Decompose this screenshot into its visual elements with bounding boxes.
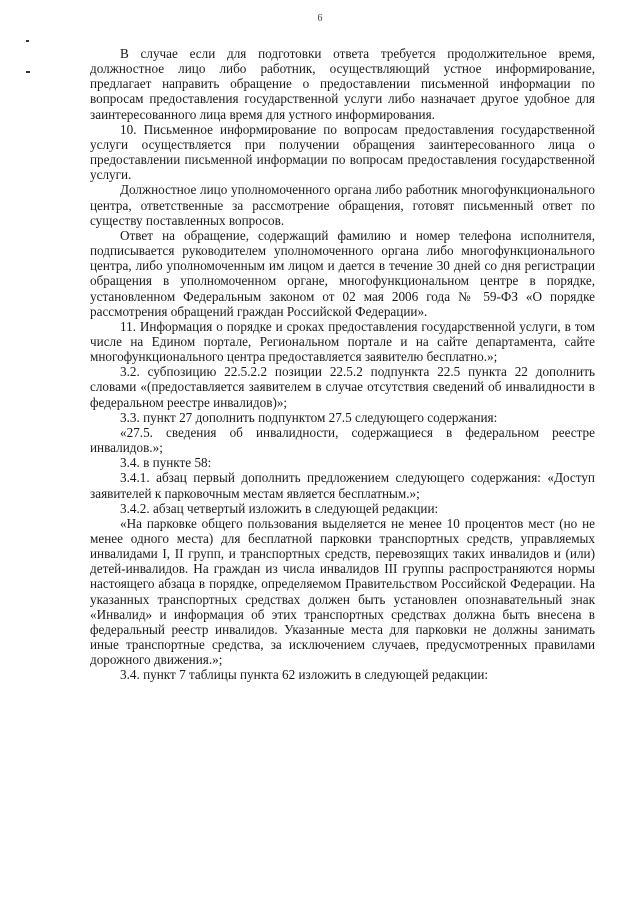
- paragraph: Ответ на обращение, содержащий фамилию и номер телефона исполнителя, подписывается руководителем уполномоченного органа либо многофункционального центра, либо уполномоченным им лицом и дается в течение 30 дней со дня регистрации обращения в уполномоченном органе, многофункциональном центре в порядке, установленном Федеральным законом от 02 мая 2006 года № 59-ФЗ «О порядке рассмотрения обращений граждан Российской Федерации».: [90, 227, 595, 319]
- scan-mark: [26, 71, 30, 73]
- scan-mark: [26, 40, 29, 42]
- paragraph: «27.5. сведения об инвалидности, содержащиеся в федеральном реестре инвалидов.»;: [90, 424, 595, 456]
- paragraph: 3.4.1. абзац первый дополнить предложением следующего содержания: «Доступ заявителей к парковочным местам является бесплатным.»;: [90, 470, 595, 501]
- paragraph: 3.4.2. абзац четвертый изложить в следующей редакции:: [120, 500, 439, 516]
- paragraph: 11. Информация о порядке и сроках предоставления государственной услуги, в том числе на Едином портале, Региональном портале и на сайте департамента, сайте многофункционального центра предоставляется заявителю бесплатно.»;: [90, 318, 595, 365]
- paragraph: В случае если для подготовки ответа требуется продолжительное время, должностное лицо либо работник, осуществляющий устное информирование, предлагает направить обращение о предоставлении письменной информации по вопросам предоставления государственной услуги либо назначает другое удобное для заинтересованного лица время для устного информирования.: [90, 46, 595, 122]
- paragraph: 3.4. пункт 7 таблицы пункта 62 изложить в следующей редакции:: [120, 667, 489, 683]
- paragraph: 10. Письменное информирование по вопросам предоставления государственной услуги осуществляется при получении обращения заинтересованного лица о предоставлении письменной информации по вопросам предоставления государственной услуги.: [90, 121, 595, 183]
- paragraph: 3.4. в пункте 58:: [120, 455, 212, 471]
- paragraph: «На парковке общего пользования выделяется не менее 10 процентов мест (но не менее одного места) для бесплатной парковки транспортных средств, управляемых инвалидами I, II групп, и транспортных средств, перевозящих таких инвалидов и (или) детей-инвалидов. На граждан из числа инвалидов III группы распространяются нормы настоящего абзаца в порядке, определяемом Правительством Российской Федерации. На указанных транспортных средствах должен быть установлен опознавательный знак «Инвалид» и информация об этих транспортных средствах должна быть внесена в федеральный реестр инвалидов. Указанные места для парковки не должны занимать иные транспортные средства, за исключением случаев, предусмотренных правилами дорожного движения.»;: [90, 515, 595, 668]
- paragraph: Должностное лицо уполномоченного органа либо работник многофункционального центра, ответственные за рассмотрение обращения, готовят письменный ответ по существу поставленных вопросов.: [90, 182, 595, 228]
- document-body: [90, 46, 595, 683]
- paragraph: 3.3. пункт 27 дополнить подпунктом 27.5 следующего содержания:: [120, 409, 498, 425]
- page-number: 6: [317, 13, 323, 24]
- paragraph: 3.2. субпозицию 22.5.2.2 позиции 22.5.2 подпункта 22.5 пункта 22 дополнить словами «(предоставляется заявителем в случае отсутствия сведений об инвалидности в федеральном реестре инвалидов)»;: [90, 364, 595, 410]
